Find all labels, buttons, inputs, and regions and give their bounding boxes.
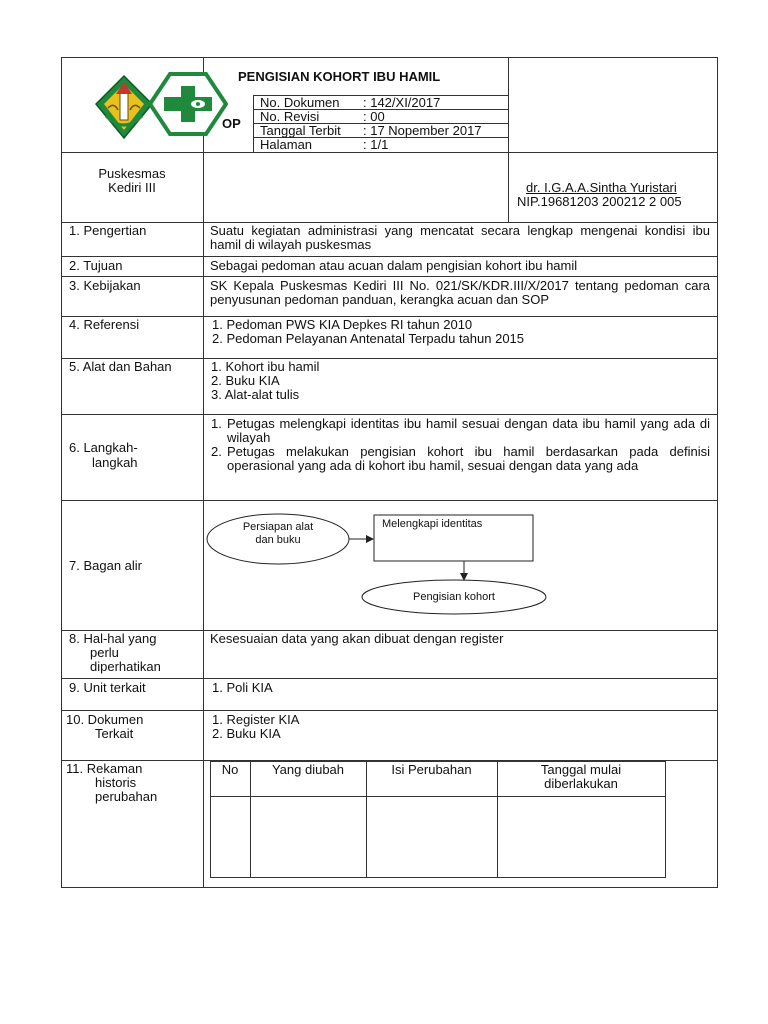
org-name-line1: Puskesmas	[98, 166, 166, 181]
unit-label: 9. Unit terkait	[69, 680, 146, 695]
field-label-tanggal: Tanggal Terbit	[260, 123, 341, 138]
document-title: PENGISIAN KOHORT IBU HAMIL	[238, 69, 441, 84]
referensi-label: 4. Referensi	[69, 317, 140, 332]
flow-node-pengisian: Pengisian kohort	[413, 591, 495, 603]
list-item: 1. Kohort ibu hamil	[211, 359, 320, 374]
table-header-isi-perubahan: Isi Perubahan	[391, 762, 472, 777]
hal-label-line2: perlu	[90, 645, 119, 660]
table-header-yang-diubah: Yang diubah	[271, 762, 345, 777]
hal-label-line1: 8. Hal-hal yang	[69, 631, 157, 646]
org-name	[61, 167, 203, 195]
tujuan-label: 2. Tujuan	[69, 258, 123, 273]
rekaman-label-line1: 11. Rekaman	[66, 761, 143, 776]
kabupaten-logo-icon	[94, 74, 154, 140]
list-item: 2. Buku KIA	[212, 726, 281, 741]
rekaman-label-line3: perubahan	[95, 789, 158, 804]
tujuan-text: Sebagai pedoman atau acuan dalam pengisian kohort ibu hamil	[210, 258, 578, 273]
alat-label: 5. Alat dan Bahan	[69, 359, 172, 374]
list-item: 2. Pedoman Pelayanan Antenatal Terpadu tahun 2015	[212, 331, 525, 346]
field-label-dokumen: No. Dokumen	[260, 95, 340, 110]
org-name-line2: Kediri III	[108, 180, 156, 195]
health-cross-logo-icon	[148, 72, 228, 136]
field-value-halaman: : 1/1	[363, 137, 389, 152]
dokumen-label-line2: Terkait	[95, 726, 134, 741]
flow-node-persiapan-line1: Persiapan alat	[242, 521, 314, 533]
pengertian-label: 1. Pengertian	[69, 223, 147, 238]
langkah-label-line1: 6. Langkah-	[69, 440, 138, 455]
list-item: 1. Pedoman PWS KIA Depkes RI tahun 2010	[212, 317, 473, 332]
kebijakan-label: 3. Kebijakan	[69, 278, 141, 293]
field-label-revisi: No. Revisi	[260, 109, 320, 124]
kebijakan-text: SK Kepala Puskesmas Kediri III No. 021/SK/KDR.III/X/2017 tentang pedoman cara penyusunan pedoman panduan, kerangka acuan dan SOP	[210, 278, 710, 307]
bagan-label: 7. Bagan alir	[69, 558, 142, 573]
table-header-tanggal-line2: diberlakukan	[544, 776, 618, 791]
signer-name: dr. I.G.A.A.Sintha Yuristari	[526, 180, 677, 195]
table-header-tanggal	[497, 763, 665, 791]
signer-nip: NIP.19681203 200212 2 005	[517, 194, 682, 209]
list-item: Petugas melakukan pengisian kohort ibu hamil berdasarkan pada definisi operasional yang ada di kohort ibu hamil, sesuai dengan data yang ada	[227, 444, 710, 473]
list-item: 1. Register KIA	[212, 712, 300, 727]
sop-label: OP	[222, 116, 241, 131]
table-header-no: No	[221, 762, 239, 777]
dokumen-label-line1: 10. Dokumen	[66, 712, 144, 727]
list-item: 1. Poli KIA	[212, 680, 273, 695]
rekaman-label-line2: historis	[95, 775, 137, 790]
list-item: 2. Buku KIA	[211, 373, 280, 388]
field-value-revisi: : 00	[363, 109, 385, 124]
flow-node-identitas: Melengkapi identitas	[382, 518, 483, 530]
list-item-number: 2.	[211, 444, 222, 459]
flow-node-persiapan-line2: dan buku	[255, 534, 301, 546]
table-header-tanggal-line1: Tanggal mulai	[540, 762, 622, 777]
flow-node-persiapan	[208, 521, 348, 547]
pengertian-text: Suatu kegiatan administrasi yang mencatat secara lengkap mengenai kondisi ibu hamil di wilayah puskesmas	[210, 223, 710, 252]
list-item-number: 1.	[211, 416, 222, 431]
hal-label-line3: diperhatikan	[90, 659, 161, 674]
hal-text: Kesesuaian data yang akan dibuat dengan register	[210, 631, 504, 646]
list-item: Petugas melengkapi identitas ibu hamil sesuai dengan data ibu hamil yang ada di wilayah	[227, 416, 710, 445]
langkah-label-line2: langkah	[92, 455, 138, 470]
field-value-tanggal: : 17 Nopember 2017	[363, 123, 482, 138]
field-value-dokumen: : 142/XI/2017	[363, 95, 441, 110]
field-label-halaman: Halaman	[260, 137, 313, 152]
list-item: 3. Alat-alat tulis	[211, 387, 300, 402]
